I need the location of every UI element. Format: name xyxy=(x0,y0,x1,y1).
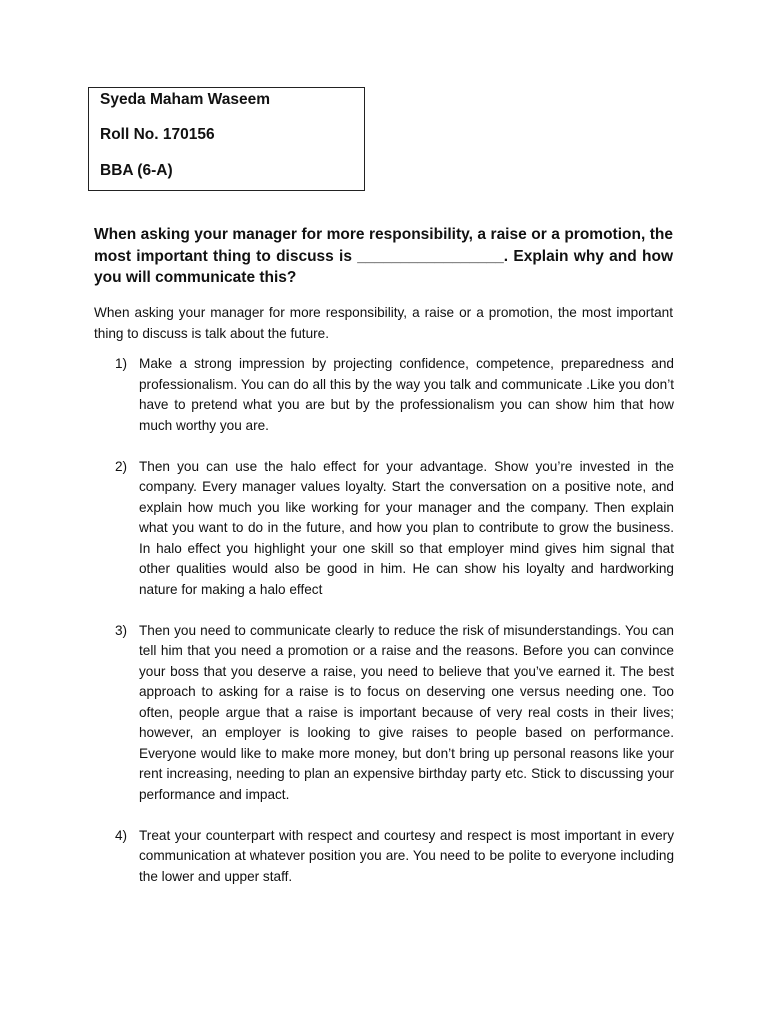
list-item xyxy=(94,354,674,436)
roll-number: Roll No. 170156 xyxy=(100,126,215,143)
list-item xyxy=(94,621,674,806)
list-item xyxy=(94,826,674,888)
list-item-text: Then you need to communicate clearly to reduce the risk of misunderstandings. You can tell him that you need a promotion or a raise and the reasons. Before you can convince your boss that you deserve a raise, you need to believe that you’ve earned it. The best approach to asking for a raise is to focus on deserving one versus needing one. Too often, people argue that a raise is important because of very real costs in their lives; however, an employer is looking to give raises to people based on performance. Everyone would like to make more money, but don’t bring up personal reasons like your rent increasing, needing to plan an expensive birthday party etc. Stick to discussing your performance and impact. xyxy=(139,622,674,802)
student-name: Syeda Maham Waseem xyxy=(100,91,271,108)
answer-points-list xyxy=(94,354,674,908)
list-item-number: 2) xyxy=(115,458,128,474)
list-item xyxy=(94,457,674,601)
class-section: BBA (6-A) xyxy=(100,162,173,179)
question-heading: When asking your manager for more responsibility, a raise or a promotion, the most important thing to discuss is _________________. Explain why and how you will communicate this? xyxy=(94,226,673,286)
list-item-text: Make a strong impression by projecting confidence, competence, preparedness and professionalism. You can do all this by the way you talk and communicate .Like you don’t have to pretend what you are but by the professionalism you can show him that how much worthy you are. xyxy=(139,356,674,433)
list-item-number: 4) xyxy=(115,827,128,843)
intro-paragraph: When asking your manager for more responsibility, a raise or a promotion, the most important thing to discuss is talk about the future. xyxy=(94,305,673,341)
list-item-text: Treat your counterpart with respect and courtesy and respect is most important in every communication at whatever position you are. You need to be polite to everyone including the lower and upper staff. xyxy=(139,827,674,884)
list-item-text: Then you can use the halo effect for your advantage. Show you’re invested in the company. Every manager values loyalty. Start the conversation on a positive note, and explain how much you like working for your manager and the company. Then explain what you want to do in the future, and how you plan to contribute to grow the business. In halo effect you highlight your one skill so that employer mind gives him signal that other qualities would also be good in him. He can show his loyalty and hardworking nature for making a halo effect xyxy=(139,458,674,597)
student-info-box xyxy=(88,87,365,191)
list-item-number: 1) xyxy=(115,356,128,371)
list-item-number: 3) xyxy=(115,622,128,638)
